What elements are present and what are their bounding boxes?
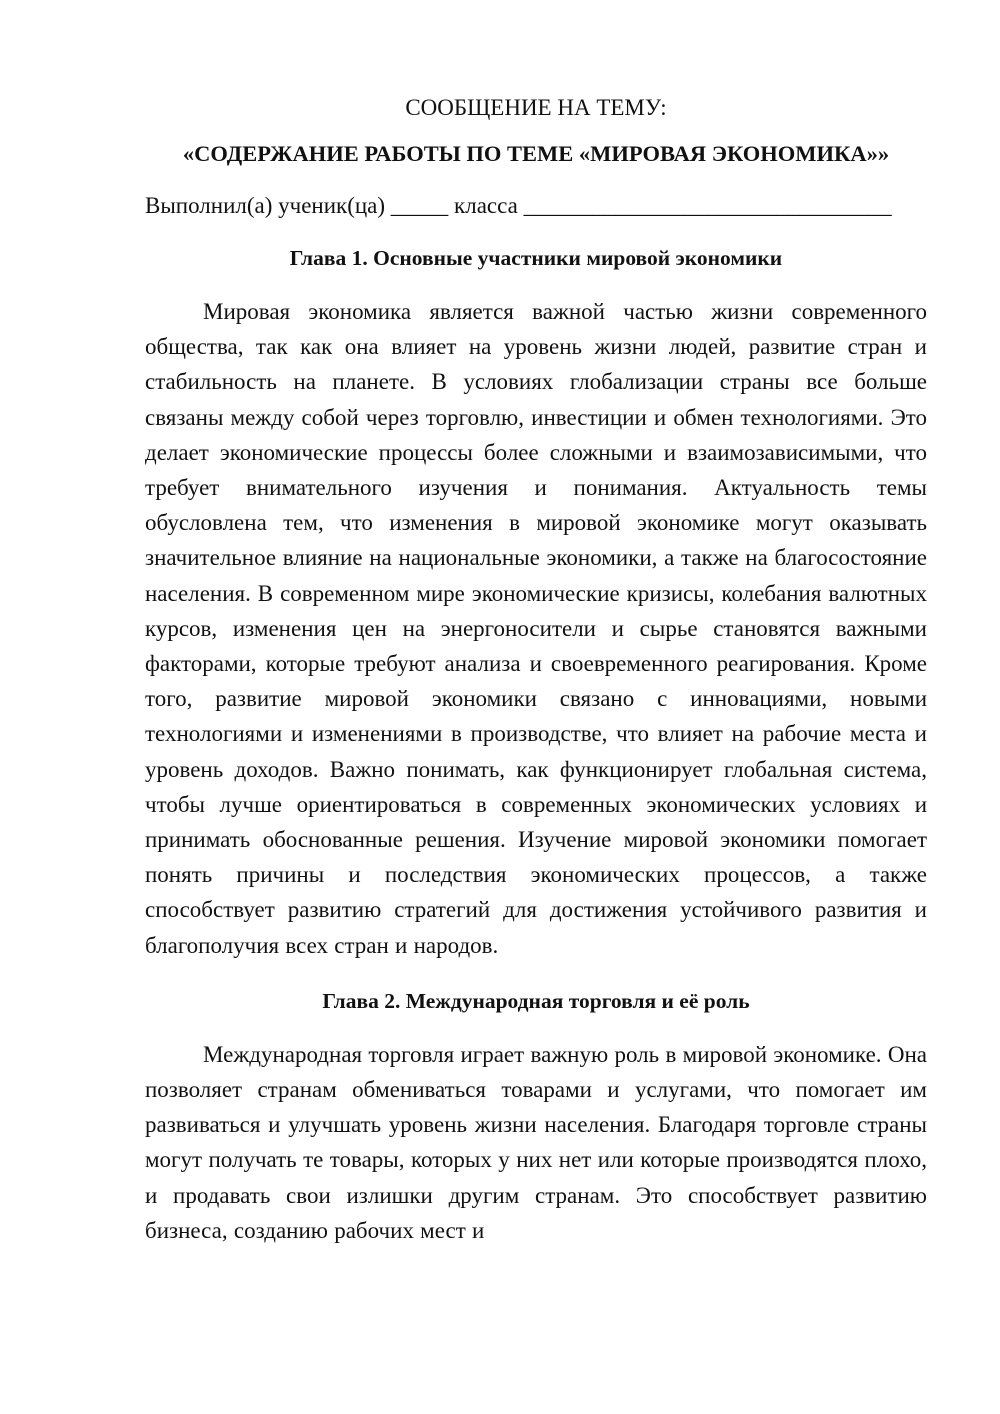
document-title: «СОДЕРЖАНИЕ РАБОТЫ ПО ТЕМЕ «МИРОВАЯ ЭКОНОМИКА»» [182, 141, 890, 166]
author-line: Выполнил(а) ученик(ца) _____ класса ________________________________ [145, 193, 892, 218]
chapter-1-title: Глава 1. Основные участники мировой экономики [289, 246, 783, 270]
chapter-1-paragraph: Мировая экономика является важной частью жизни современного общества, так как она влияет на уровень жизни людей, развитие стран и стабильность на планете. В условиях глобализации страны все больше связаны между собой через торговлю, инвестиции и обмен технологиями. Это делает экономические процессы более сложными и взаимозависимыми, что требует внимательного изучения и понимания. Актуальность темы обусловлена тем, что изменения в мировой экономике могут оказывать значительное влияние на национальные экономики, а также на благосостояние населения. В современном мире экономические кризисы, колебания валютных курсов, изменения цен на энергоносители и сырье становятся важными факторами, которые требуют анализа и своевременного реагирования. Кроме того, развитие мировой экономики связано с инновациями, новыми технологиями и изменениями в производстве, что влияет на рабочие места и уровень доходов. Важно понимать, как функционирует глобальная система, чтобы лучше ориентироваться в современных экономических условиях и принимать обоснованные решения. Изучение мировой экономики помогает понять причины и последствия экономических процессов, а также способствует развитию стратегий для достижения устойчивого развития и благополучия всех стран и народов. [145, 299, 927, 958]
document-page [145, 92, 927, 1248]
document-header-line1: СООБЩЕНИЕ НА ТЕМУ: [405, 95, 667, 120]
chapter-2-paragraph: Международная торговля играет важную роль в мировой экономике. Она позволяет странам обмениваться товарами и услугами, что помогает им развиваться и улучшать уровень жизни населения. Благодаря торговле страны могут получать те товары, которых у них нет или которые производятся плохо, и продавать свои излишки другим странам. Это способствует развитию бизнеса, созданию рабочих мест и [145, 1041, 927, 1243]
chapter-2-title: Глава 2. Международная торговля и её роль [322, 988, 750, 1013]
